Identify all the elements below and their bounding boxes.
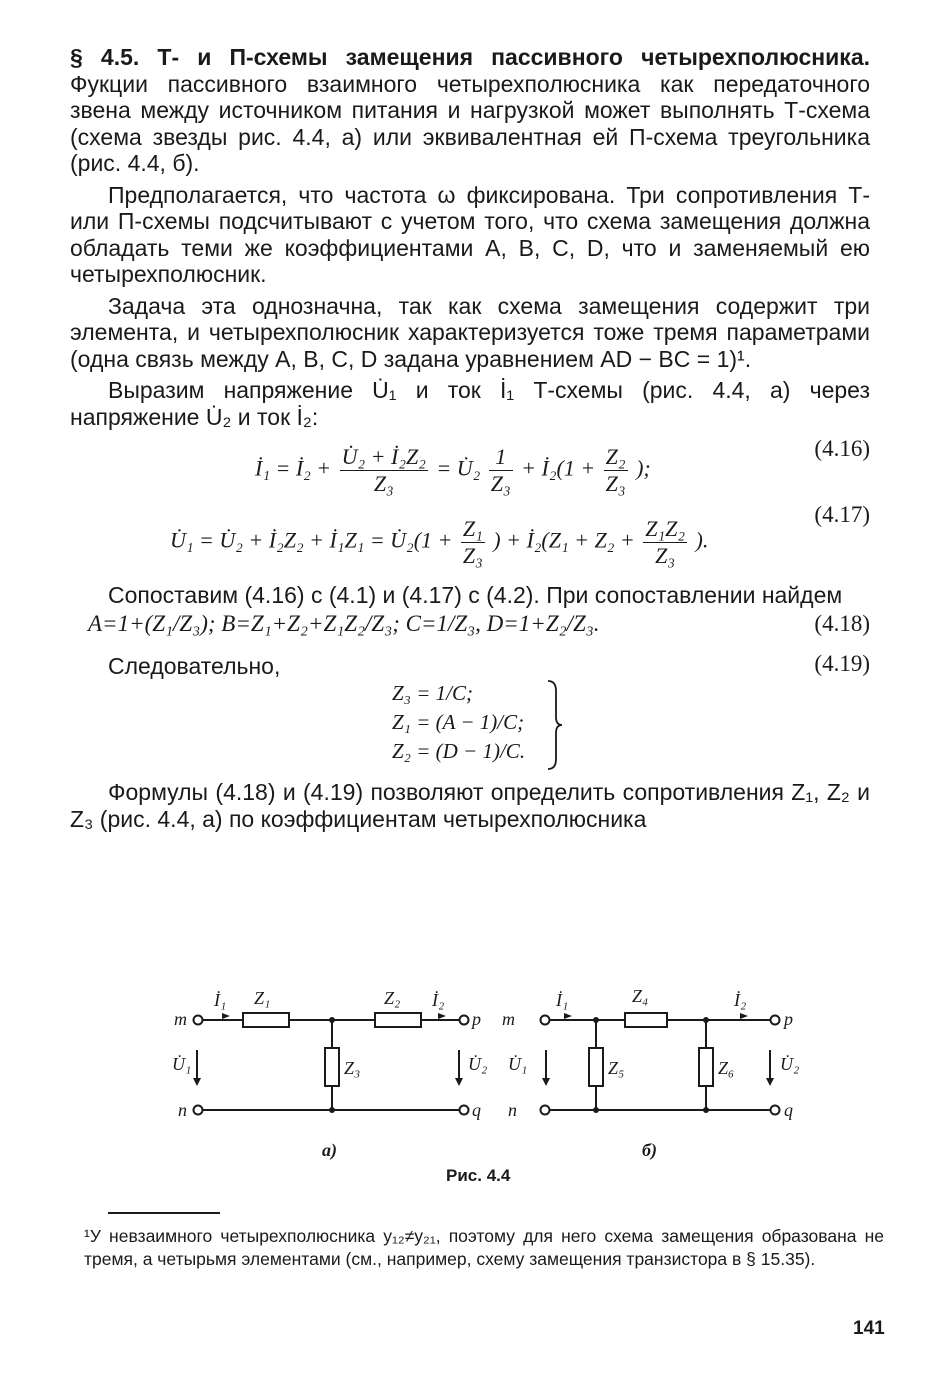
subfigure-label: б) — [642, 1140, 657, 1160]
impedance-label: Z₅ — [608, 1058, 625, 1078]
voltage-label: U̇₂ — [780, 1054, 800, 1074]
equation-number: (4.18) — [814, 610, 870, 636]
current-label: İ₂ — [734, 990, 747, 1010]
paragraph-formulas: Формулы (4.18) и (4.19) позволяют определить сопротивления Z₁, Z₂ и Z₃ (рис. 4.4, а) по коэффициентам четырехполюсника — [70, 779, 870, 832]
footnote-divider — [108, 1212, 220, 1214]
voltage-label: U̇₁ — [172, 1054, 192, 1074]
page-body — [70, 44, 870, 832]
intro-paragraph — [70, 44, 870, 177]
arrow-icon — [438, 1013, 446, 1019]
intro-text: Фукции пассивного взаимного четырехполюсника как передаточного звена между источником питания и нагрузкой может выполнять Т-схема (схема звезды рис. 4.4, а) или эквивалентная ей П-схема треугольника (рис. 4.4, б). — [70, 70, 870, 176]
voltage-label: U̇₂ — [468, 1054, 488, 1074]
arrow-icon — [564, 1013, 572, 1019]
subfigure-label: а) — [322, 1140, 337, 1160]
equation-4-18: A=1+(Z₁/Z₃); B=Z₁+Z₂+Z₁Z₂/Z₃; C=1/Z₃, D=1+Z₂/Z₃. (4.18) — [88, 610, 870, 636]
node-label: q — [784, 1100, 793, 1120]
impedance-label: Z₁ — [254, 988, 271, 1008]
current-label: İ₁ — [556, 990, 569, 1010]
current-label: İ₁ — [214, 990, 227, 1010]
equation-4-16: İ₁ = İ₂ + $\frac{\text{U̇₂ + İ₂Z₂}}{\text{Z₃}}$ = U̇₂ $\frac{1}{\text{Z₃}}$ + İ₂(1 + $\frac{\text{Z₂}}{\text{Z₃}}$ ); (4.16) — [255, 436, 870, 496]
paragraph-compare: Сопоставим (4.16) с (4.1) и (4.17) с (4.2). При сопоставлении найдем — [108, 582, 843, 608]
paragraph-uniqueness: Задача эта однозначна, так как схема замещения содержит три элемента, и четырехполюсник характеризуется тоже тремя параметрами (одна связь между A, B, C, D задана уравнением AD − BC = 1)¹. — [70, 292, 870, 372]
equation-4-19: Z₃ = 1/C; Z₁ = (A − 1)/C; Z₂ = (D − 1)/C. (4.19) — [70, 679, 870, 775]
voltage-label: U̇₁ — [508, 1054, 528, 1074]
page-number: 141 — [853, 1318, 885, 1339]
figure-caption: Рис. 4.4 — [446, 1166, 511, 1185]
equation-number: (4.17) — [814, 502, 870, 527]
node-label: p — [472, 1009, 481, 1029]
paragraph-frequency: Предполагается, что частота ω фиксирована. Три сопротивления Т- или П-схемы подсчитывают с учетом того, что схема замещения должна обладать теми же коэффициентами A, B, C, D, что и заменяемый ею четырехполюсник. — [70, 181, 870, 287]
impedance-label: Z₂ — [384, 988, 401, 1008]
arrow-icon — [222, 1013, 230, 1019]
equation-number: (4.19) — [814, 651, 870, 676]
paragraph-therefore: Следовательно, — [108, 652, 281, 679]
arrow-icon — [193, 1078, 201, 1086]
equation-number: (4.16) — [814, 436, 870, 461]
arrow-icon — [766, 1078, 774, 1086]
equation-4-17: U̇₁ = U̇₂ + İ₂Z₂ + İ₁Z₁ = U̇₂(1 + $\frac{\text{Z₁}}{\text{Z₃}}$ ) + İ₂(Z₁ + Z₂ + $\frac{\text{Z₁Z₂}}{\text{Z₃}}$ ). (4.17) — [170, 502, 870, 568]
figure-4-4 — [0, 970, 946, 1170]
impedance-label: Z₃ — [344, 1058, 361, 1078]
node-label: m — [174, 1009, 187, 1029]
section-heading: § 4.5. Т- и П-схемы замещения пассивного четырехполюсника. — [70, 44, 870, 70]
impedance-label: Z₆ — [718, 1058, 735, 1078]
arrow-icon — [542, 1078, 550, 1086]
current-label: İ₂ — [432, 990, 445, 1010]
brace-icon — [544, 679, 564, 771]
node-label: m — [502, 1009, 515, 1029]
impedance-label: Z₄ — [632, 986, 649, 1006]
paragraph-express: Выразим напряжение U̇₁ и ток İ₁ Т-схемы (рис. 4.4, а) через напряжение U̇₂ и ток İ₂: — [70, 377, 870, 430]
footnote: ¹У невзаимного четырехполюсника y₁₂≠y₂₁, поэтому для него схема замещения образована не тремя, а четырьмя элементами (см., например, схему замещения транзистора в § 15.35). — [84, 1226, 884, 1269]
arrow-icon — [455, 1078, 463, 1086]
node-label: n — [508, 1100, 517, 1120]
node-label: q — [472, 1100, 481, 1120]
node-label: n — [178, 1100, 187, 1120]
node-label: p — [784, 1009, 793, 1029]
arrow-icon — [740, 1013, 748, 1019]
